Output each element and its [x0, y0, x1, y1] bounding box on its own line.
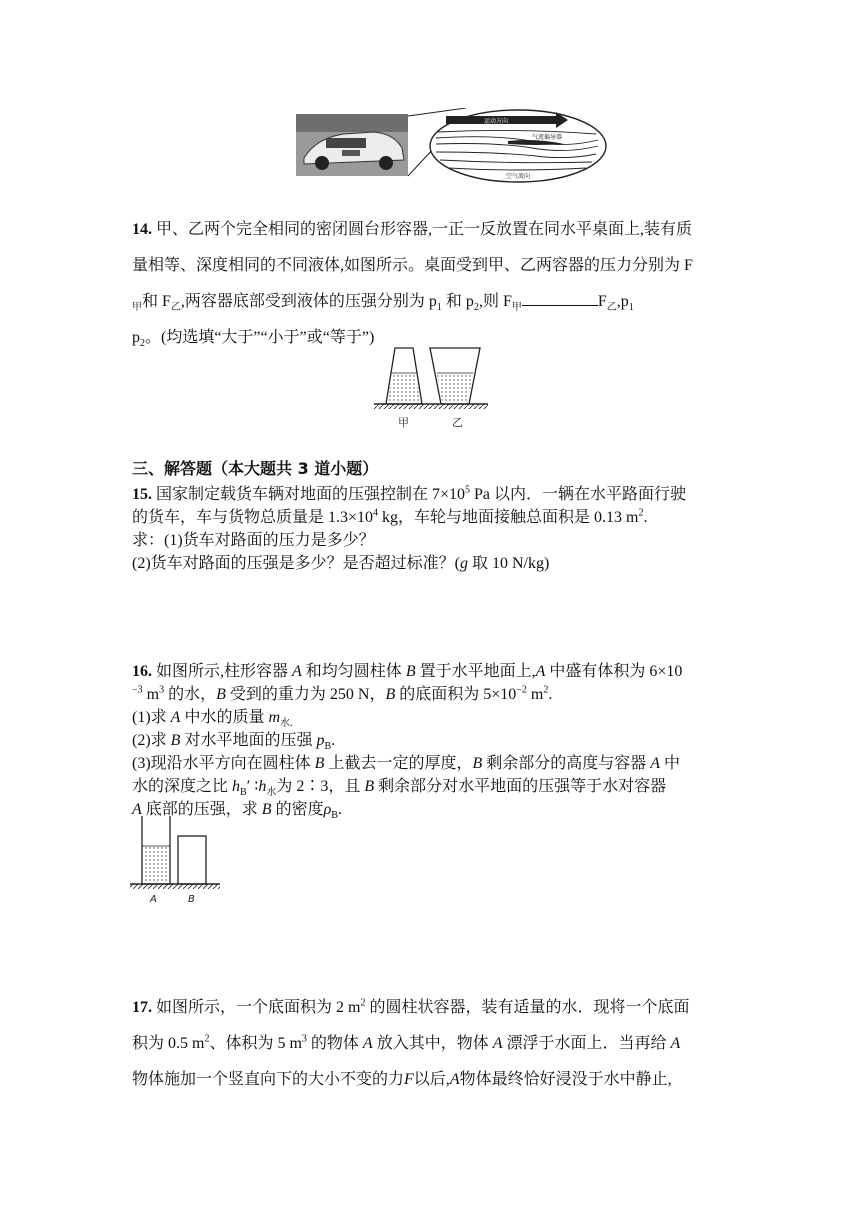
cylinder-b: [178, 836, 206, 884]
question-number: 16.: [132, 663, 152, 680]
question-15: 15. 国家制定载货车辆对地面的压强控制在 $7\times 10^5$ Pa 以内．一辆在水平路面行驶 的货车，车与货物总质量是 $1.3\times 10^4$ kg，车轮与地面接触总面积是 0.13 $m^2$. 求：(1)货车对路面的压力是多少？ (2)货车对路面的压强是多少？是否超过标准？(g 取 10 N/kg): [132, 484, 687, 572]
question-17: 17. 如图所示，一个底面积为 2 $m^2$ 的圆柱状容器，装有适量的水．现将一个底面 积为 0.5 $m^2$、体积为 5 $m^3$ 的物体 A 放入其中，物体 A 漂浮于水面上．当再给 A 物体施加一个竖直向下的大小不变的力F以后,A物体最终恰好浸没于水中静止,: [132, 997, 690, 1088]
question-14: 14. 甲、乙两个完全相同的密闭圆台形容器,一正一反放置在同水平桌面上,装有质 量相等、深度相同的不同液体,如图所示。桌面受到甲、乙两容器的压力分别为 F $_甲$和 $F_乙$,两容器底部受到液体的压强分别为 $p_1$ 和 $p_2$,则 $F_甲$ $F_乙,p_1$ $p_2$。(均选填“大于”“小于”或“等于”): [132, 221, 693, 350]
cylinders-figure: [128, 814, 224, 906]
direction-label: 运动方向: [484, 118, 509, 125]
race-car-airflow-figure: [296, 108, 608, 184]
label-b: B: [188, 894, 195, 905]
deflector-label: 气流偏导器: [532, 134, 563, 141]
question-number: 14.: [132, 221, 152, 238]
question-number: 17.: [132, 999, 152, 1016]
airflow-label: 空气流向: [506, 173, 531, 180]
label-jia: 甲: [398, 416, 409, 429]
answer-blank-1[interactable]: [522, 291, 598, 306]
question-number: 15.: [132, 486, 152, 503]
frustum-containers-figure: [372, 346, 492, 432]
label-yi: 乙: [452, 416, 463, 429]
label-a: A: [150, 894, 157, 905]
question-16: 16. 如图所示,柱形容器 A 和均匀圆柱体 B 置于水平地面上,A 中盛有体积为 6×10 $^{-3}$ $m^3$ 的水，B 受到的重力为 250 N，B 的底面积为 $5\times 10^{-2}$ $m^2$. (1)求 A 中水的质量 $m_{水.}$ (2)求 B 对水平地面的压强 $p_B$. (3)现沿水平方向在圆柱体 B 上截去一定的厚度，B 剩余部分的高度与容器 A 中 水的深度之比 $h_B'$ $∶h_水$为 2∶3，且 B 剩余部分对水平地面的压强等于水对容器 A 底部的压强，求 B 的密度$\rho_B$.: [132, 663, 683, 822]
section-heading: 三、解答题（本大题共 3 道小题）: [132, 459, 379, 478]
